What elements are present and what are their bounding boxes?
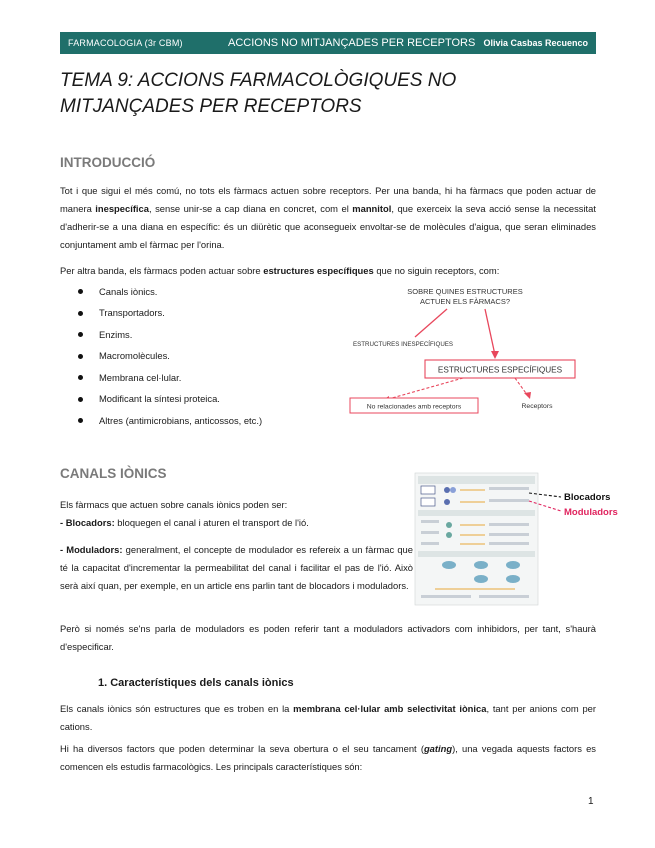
bullet-icon: [78, 397, 83, 402]
diagram-row-header: [418, 510, 535, 516]
list-item: Canals iònics.: [78, 281, 262, 303]
page-number: 1: [588, 796, 594, 807]
page-title: TEMA 9: ACCIONS FARMACOLÒGIQUES NO MITJANÇADES PER RECEPTORS: [60, 70, 457, 117]
list-item: Transportadors.: [78, 303, 262, 325]
arrow-left-line: [415, 309, 447, 337]
intro-paragraph-2: Per altra banda, els fàrmacs poden actuar sobre estructures específiques que no siguin receptors, com:: [60, 265, 500, 276]
subsection-heading: 1. Característiques dels canals iònics: [98, 677, 294, 689]
text-line: [421, 542, 439, 545]
list-item: Membrana cel·lular.: [78, 367, 262, 389]
header-topic: ACCIONS NO MITJANÇADES PER RECEPTORS: [228, 37, 476, 49]
arrow-head-icon: [524, 392, 531, 399]
molecule-icon: [444, 499, 450, 505]
header-course: FARMACOLOGIA (3r CBM): [68, 38, 183, 48]
header-author: Olivia Casbas Recuenco: [483, 38, 588, 48]
canals-paragraph-3: - Moduladors: generalment, el concepte de modulador es refereix a un fàrmac que té la capacitat d'incrementar la permeabilitat del canal i facilitar el pas de l'ió. Això serà així quan, per exemple, en un article ens parlin tant de blocadors i moduladors.: [60, 544, 413, 591]
canals-paragraph-1: Els fàrmacs que actuen sobre canals iònics poden ser:: [60, 499, 288, 510]
text-line: [479, 595, 529, 598]
dashed-left-line: [385, 378, 463, 400]
bullet-icon: [78, 375, 83, 380]
bullet-icon: [78, 354, 83, 359]
list-item: Modificant la síntesi proteica.: [78, 389, 262, 411]
structures-list: [78, 281, 262, 432]
arrow-right-line: [485, 309, 495, 355]
intro-paragraph-1: Tot i que sigui el més comú, no tots els fàrmacs actuen sobre receptors. Per una banda, hi ha fàrmacs que poden actuar de manera inespecífica, sense unir-se a cap diana en concret, com el mannitol, que exerceix la seva acció sense la necessitat d'adherir-se a una diana en específic: és un diürètic que aconsegueix envoltar-se de molècules d'aigua, que seran eliminades conjuntament amb el fàrmac per l'orina.: [60, 185, 596, 250]
bullet-icon: [78, 418, 83, 423]
transporter-shape: [442, 561, 456, 569]
diagram-left-label: ESTRUCTURES INESPECÍFIQUES: [353, 341, 454, 348]
moduladors-label: Moduladors: [564, 507, 618, 518]
diagram-box-label: ESTRUCTURES ESPECÍFIQUES: [437, 365, 563, 375]
text-line: [421, 595, 471, 598]
text-line: [421, 520, 439, 523]
transporter-shape: [506, 561, 520, 569]
text-line: [489, 487, 529, 490]
text-line: [489, 533, 529, 536]
canals-paragraph-4: Però si només se'ns parla de moduladors es poden referir tant a moduladors activadors com inhibidors, per tant, s'haurà d'especificar.: [60, 623, 596, 652]
section-heading-canals: CANALS IÒNICS: [60, 466, 167, 481]
diagram-question-line1: SOBRE QUINES ESTRUCTURES: [407, 287, 523, 296]
diagram-row-header: [418, 551, 535, 557]
transporter-shape: [474, 561, 488, 569]
list-item: Enzims.: [78, 324, 262, 346]
channel-shape: [421, 486, 435, 494]
bullet-icon: [78, 289, 83, 294]
text-line: [489, 542, 529, 545]
blocadors-label: Blocadors: [564, 492, 611, 503]
molecule-icon: [444, 487, 450, 493]
text-line: [421, 531, 439, 534]
text-line: [489, 499, 529, 502]
arrow-head-icon: [491, 351, 499, 359]
diagram-row-header: [418, 476, 535, 484]
list-item: Altres (antimicrobians, anticossos, etc.): [78, 410, 262, 432]
ion-channel-diagram: [415, 473, 618, 605]
channel-shape: [421, 498, 435, 506]
diagram-box2-label: No relacionades amb receptors: [366, 403, 462, 411]
transporter-shape: [506, 575, 520, 583]
molecule-icon: [446, 522, 452, 528]
section-heading-intro: INTRODUCCIÓ: [60, 155, 156, 170]
molecule-icon: [450, 487, 456, 493]
section1-paragraph-2: Hi ha diversos factors que poden determinar la seva obertura o el seu tancament (gating), una vegada aquests factors es comencen els estudis farmacològics. Les principals característiques són:: [60, 743, 596, 772]
diagram-receptors-label: Receptors: [521, 403, 553, 410]
header-bar: [60, 32, 596, 54]
structures-diagram: [345, 285, 595, 430]
diagram-question-line2: ACTUEN ELS FÀRMACS?: [419, 297, 511, 306]
bullet-icon: [78, 311, 83, 316]
section1-paragraph-1: Els canals iònics són estructures que es troben en la membrana cel·lular amb selectivitat iònica, tant per anions com per cations.: [60, 703, 596, 732]
bullet-icon: [78, 332, 83, 337]
transporter-shape: [474, 575, 488, 583]
list-item: Macromolècules.: [78, 346, 262, 368]
text-line: [489, 523, 529, 526]
canals-paragraph-2: - Blocadors: bloquegen el canal i aturen el transport de l'ió.: [60, 517, 309, 528]
molecule-icon: [446, 532, 452, 538]
